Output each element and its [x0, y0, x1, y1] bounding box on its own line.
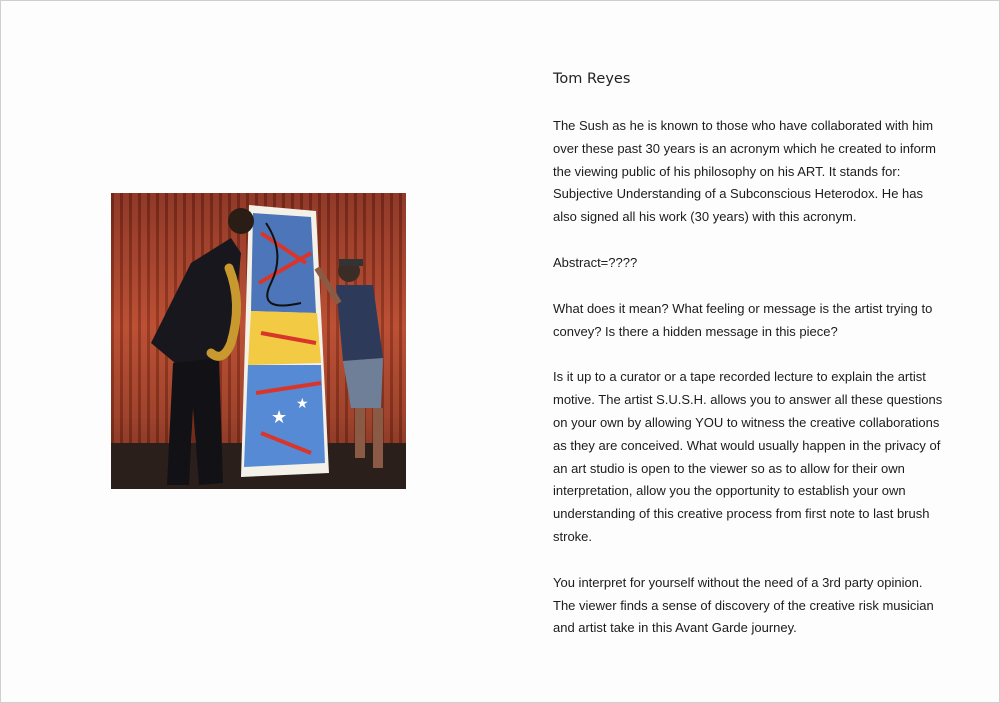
paragraph-sush-intro: The Sush as he is known to those who have collaborated with him over these past 30 years is an acronym which he created to inform the viewing public of his philosophy on his ART. It stands for: Subjective Understanding of a Subconscious Heterodox. He has also signed all his work (30 years) with this acronym. [553, 118, 936, 225]
painter-shirt [336, 285, 383, 361]
musician-head [228, 208, 254, 234]
painter-cap [339, 259, 363, 266]
painter-shorts [343, 358, 383, 408]
painter-leg-left [355, 408, 365, 458]
painter-leg-right [373, 408, 383, 468]
text-column [553, 71, 943, 663]
star-mark: ★ [271, 407, 288, 428]
author-name: Tom Reyes [553, 71, 631, 87]
paragraph-curator: Is it up to a curator or a tape recorded lecture to explain the artist motive. The artist S.U.S.H. allows you to answer all these questions on your own by allowing YOU to witness the creative collaborations as they are conceived. What would usually happen in the privacy of an art studio is open to the viewer so as to allow for their own interpretation, allow you the opportunity to establish your own understanding of this creative process from first note to last brush stroke. [553, 369, 943, 544]
panel-blue-area [251, 213, 316, 313]
performance-photo [111, 193, 406, 489]
paragraph-abstract: Abstract=???? [553, 254, 638, 270]
paragraph-interpret: You interpret for yourself without the need of a 3rd party opinion. The viewer finds a sense of discovery of the creative risk musician and artist take in this Avant Garde journey. [553, 574, 934, 636]
star-mark-2: ★ [296, 396, 309, 412]
performance-illustration [111, 193, 406, 489]
paragraph-questions: What does it mean? What feeling or message is the artist trying to convey? Is there a hidden message in this piece? [553, 300, 933, 339]
